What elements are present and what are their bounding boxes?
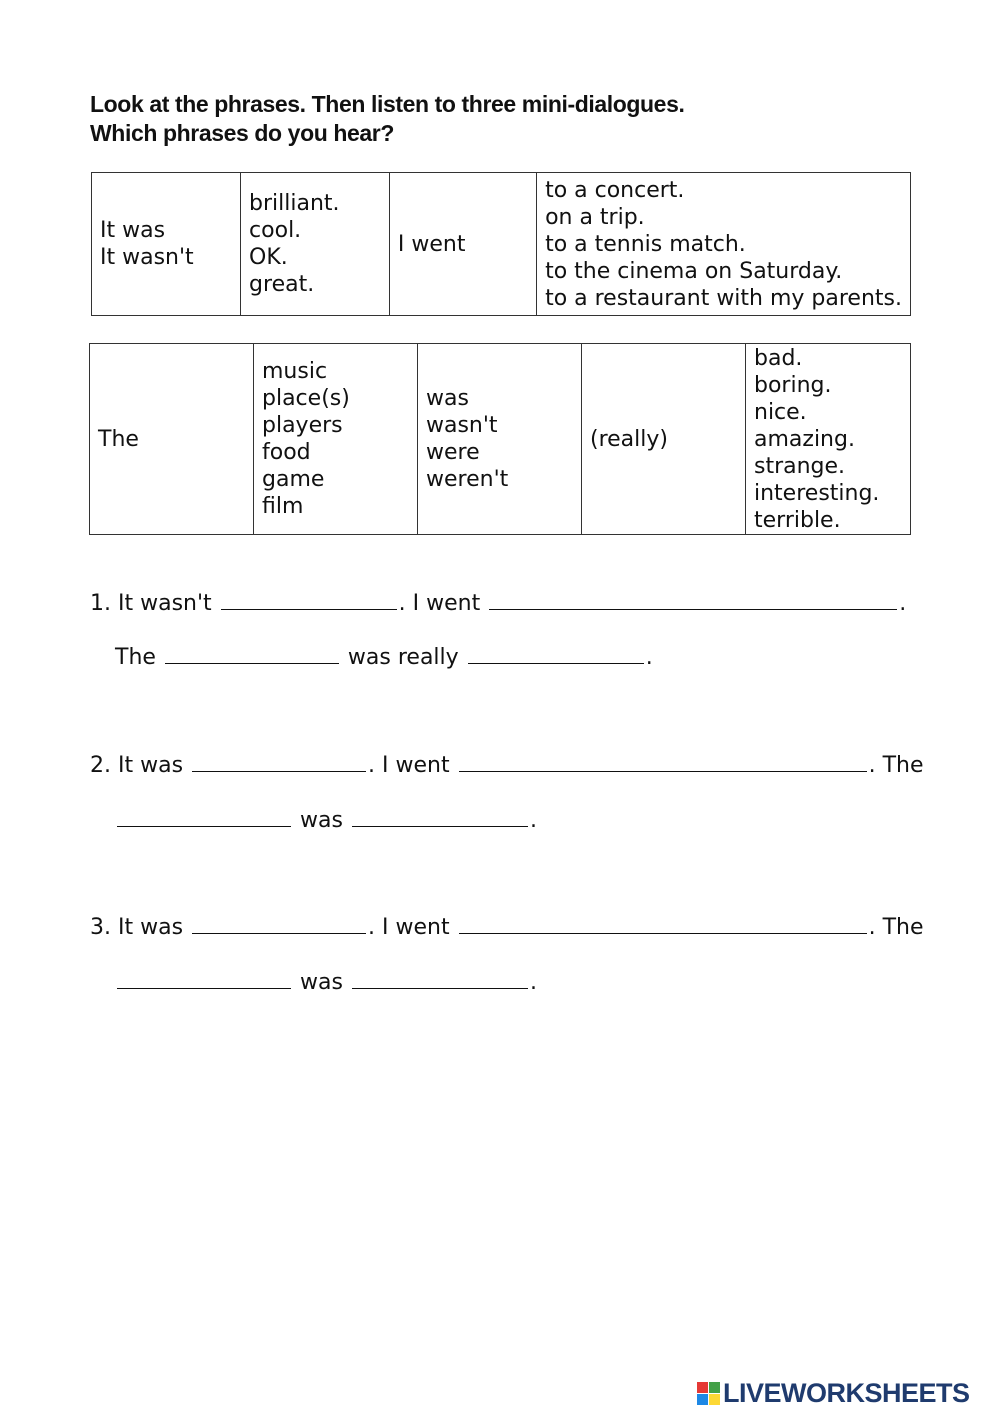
exercise-text: . The [868, 915, 924, 940]
answer-blank[interactable] [117, 806, 291, 827]
cell-line: bad. [754, 345, 803, 371]
cell-line: boring. [754, 372, 832, 398]
cell-line: game [262, 467, 325, 492]
answer-blank[interactable] [117, 968, 291, 989]
cell-line: weren't [426, 467, 509, 492]
exercise-text: . I went [368, 753, 450, 778]
instructions [90, 90, 684, 148]
exercise-3-line-2 [115, 968, 537, 995]
cell-line: It wasn't [100, 245, 194, 270]
cell-line: film [262, 494, 304, 519]
cell-line: OK. [249, 245, 288, 270]
cell-line: to the cinema on Saturday. [545, 258, 843, 284]
cell-line: amazing. [754, 426, 855, 452]
cell-line: terrible. [754, 507, 841, 533]
answer-blank[interactable] [221, 589, 397, 610]
exercise-text: . [899, 591, 907, 616]
logo-mark-icon [697, 1382, 720, 1405]
instruction-line-2: Which phrases do you hear? [90, 120, 394, 146]
table1-col-3 [389, 173, 536, 316]
logo-square [697, 1394, 708, 1405]
table1-col-4 [537, 173, 911, 316]
logo-text: LIVEWORKSHEETS [723, 1378, 970, 1408]
exercise-text: It was [118, 753, 184, 778]
cell-line: strange. [754, 453, 846, 479]
logo-square [709, 1382, 720, 1393]
liveworksheets-logo [697, 1378, 970, 1409]
cell-line: (really) [590, 426, 668, 452]
cell-line: to a restaurant with my parents. [545, 285, 902, 311]
cell-line: place(s) [262, 386, 350, 411]
exercise-text: . I went [398, 591, 481, 616]
table2-col-4 [582, 344, 746, 535]
answer-blank[interactable] [468, 643, 644, 664]
cell-line: was [426, 386, 469, 411]
answer-blank[interactable] [192, 913, 366, 934]
cell-line: nice. [754, 399, 807, 425]
exercise-text: It was [118, 915, 184, 940]
cell-line: interesting. [754, 480, 880, 506]
table2-col-3 [418, 344, 582, 535]
cell-line: brilliant. [249, 191, 340, 216]
exercise-3-line-1 [90, 913, 924, 940]
cell-line: were [426, 440, 480, 465]
cell-line: great. [249, 272, 315, 297]
cell-line: music [262, 359, 328, 384]
exercise-1-line-2 [115, 643, 653, 670]
logo-square [709, 1394, 720, 1405]
exercise-2-line-1 [90, 751, 924, 778]
phrase-table-2 [89, 343, 911, 535]
answer-blank[interactable] [352, 806, 528, 827]
cell-line: on a trip. [545, 204, 645, 230]
cell-line: The [98, 426, 139, 452]
answer-blank[interactable] [459, 913, 867, 934]
logo-square [697, 1382, 708, 1393]
exercise-text: was [300, 970, 343, 995]
table2-col-1 [90, 344, 254, 535]
table1-col-2 [241, 173, 390, 316]
cell-line: food [262, 440, 311, 465]
phrase-table-1 [91, 172, 911, 316]
exercise-text: It wasn't [118, 591, 212, 616]
cell-line: to a tennis match. [545, 231, 746, 257]
table2-col-5 [746, 344, 911, 535]
table2-col-2 [254, 344, 418, 535]
answer-blank[interactable] [489, 589, 897, 610]
exercise-text: . The [868, 753, 924, 778]
cell-line: to a concert. [545, 177, 685, 203]
exercise-text: . [645, 645, 653, 670]
instruction-line-1: Look at the phrases. Then listen to three mini-dialogues. [90, 91, 685, 117]
cell-line: cool. [249, 218, 302, 243]
cell-line: players [262, 413, 343, 438]
exercise-text: . [529, 808, 537, 833]
exercise-1-line-1 [90, 589, 906, 616]
exercise-number: 1. [90, 591, 111, 616]
answer-blank[interactable] [459, 751, 867, 772]
exercise-text: was really [347, 645, 459, 670]
answer-blank[interactable] [352, 968, 528, 989]
answer-blank[interactable] [165, 643, 339, 664]
exercise-text: . I went [368, 915, 450, 940]
cell-line: wasn't [426, 413, 498, 438]
exercise-text: was [300, 808, 343, 833]
exercise-text: . [529, 970, 537, 995]
answer-blank[interactable] [192, 751, 366, 772]
cell-line: I went [397, 231, 466, 257]
exercise-text: The [115, 645, 156, 670]
table1-col-1 [92, 173, 241, 316]
exercise-number: 3. [90, 915, 111, 940]
exercise-2-line-2 [115, 806, 537, 833]
exercise-number: 2. [90, 753, 111, 778]
cell-line: It was [100, 218, 166, 243]
